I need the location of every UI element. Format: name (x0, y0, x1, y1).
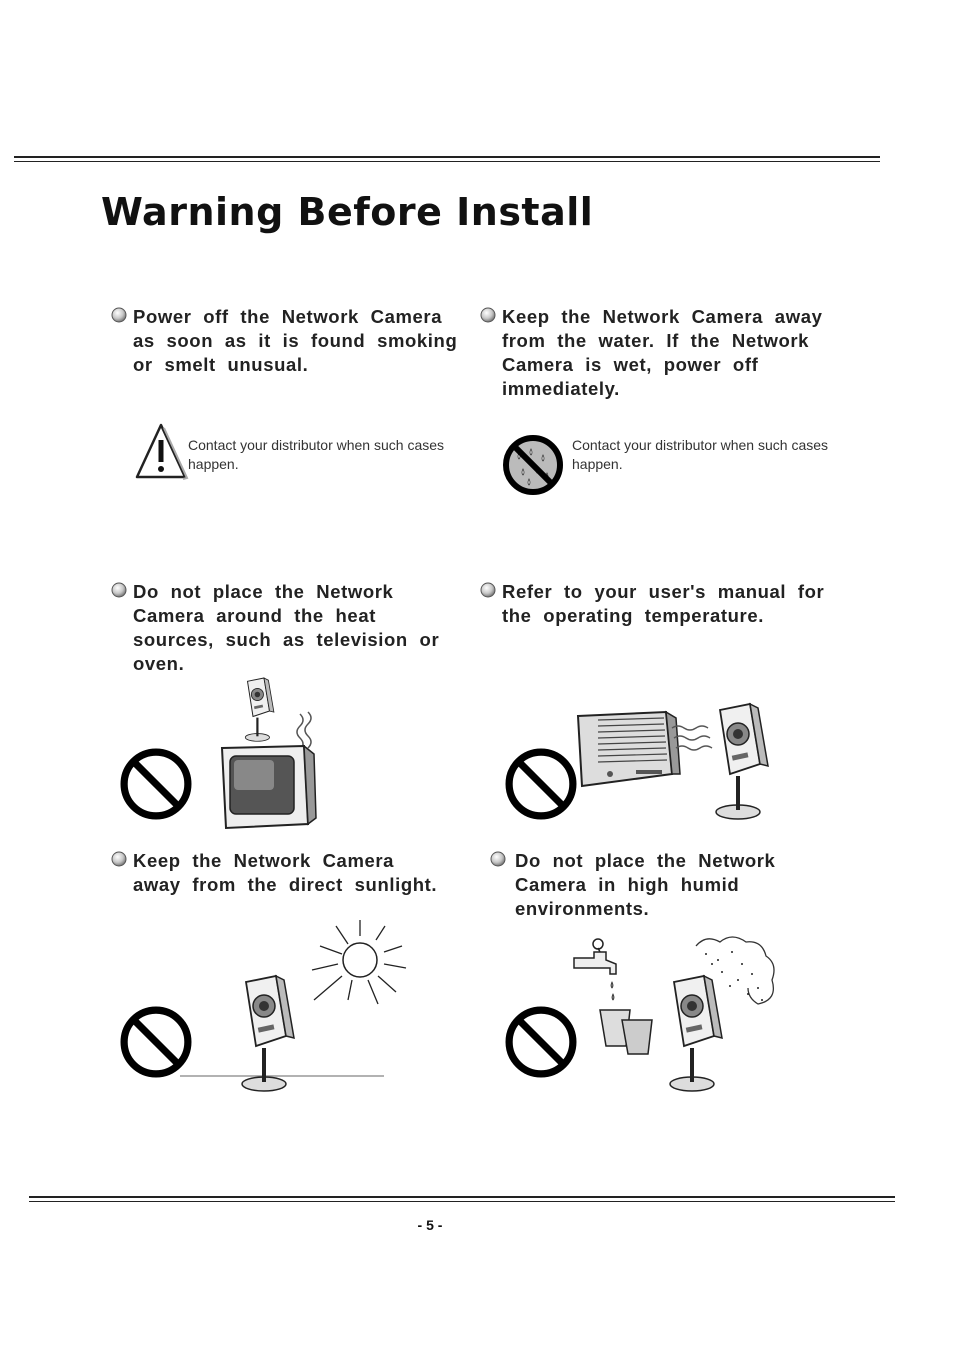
bullet-icon (111, 851, 127, 867)
tv-with-camera-illustration (218, 678, 328, 830)
bullet-icon (490, 851, 506, 867)
heater-with-camera-illustration (576, 704, 776, 820)
page-number: - 5 - (417, 1217, 443, 1233)
warning-text: Keep the Network Camera away from the direct sunlight. (133, 850, 438, 895)
top-rule-thin (14, 161, 880, 162)
warning-text: Do not place the Network Camera in high humid environments. (515, 850, 776, 919)
prohibited-icon (120, 748, 192, 820)
no-water-icon (501, 433, 565, 497)
prohibited-icon (505, 1006, 577, 1078)
warning-text: Do not place the Network Camera around the heat sources, such as television or oven. (133, 581, 440, 674)
bullet-icon (111, 582, 127, 598)
warning-text: Power off the Network Camera as soon as it is found smoking or smelt unusual. (133, 306, 458, 375)
sunlight-with-camera-illustration (180, 918, 412, 1090)
humidity-with-camera-illustration (572, 934, 786, 1090)
bullet-icon (480, 307, 496, 323)
warning-note: Contact your distributor when such cases happen. (188, 437, 445, 472)
warning-note: Contact your distributor when such cases happen. (572, 437, 829, 472)
bullet-icon (111, 307, 127, 323)
warning-text: Keep the Network Camera away from the water. If the Network Camera is wet, power off immediately. (502, 306, 823, 399)
top-rule (14, 156, 880, 158)
bullet-icon (480, 582, 496, 598)
warning-text: Refer to your user's manual for the operating temperature. (502, 581, 825, 626)
bottom-rule-thin (29, 1201, 895, 1202)
prohibited-icon (505, 748, 577, 820)
bottom-rule (29, 1196, 895, 1198)
page-title: Warning Before Install (101, 190, 594, 234)
warning-triangle-icon (135, 422, 187, 480)
